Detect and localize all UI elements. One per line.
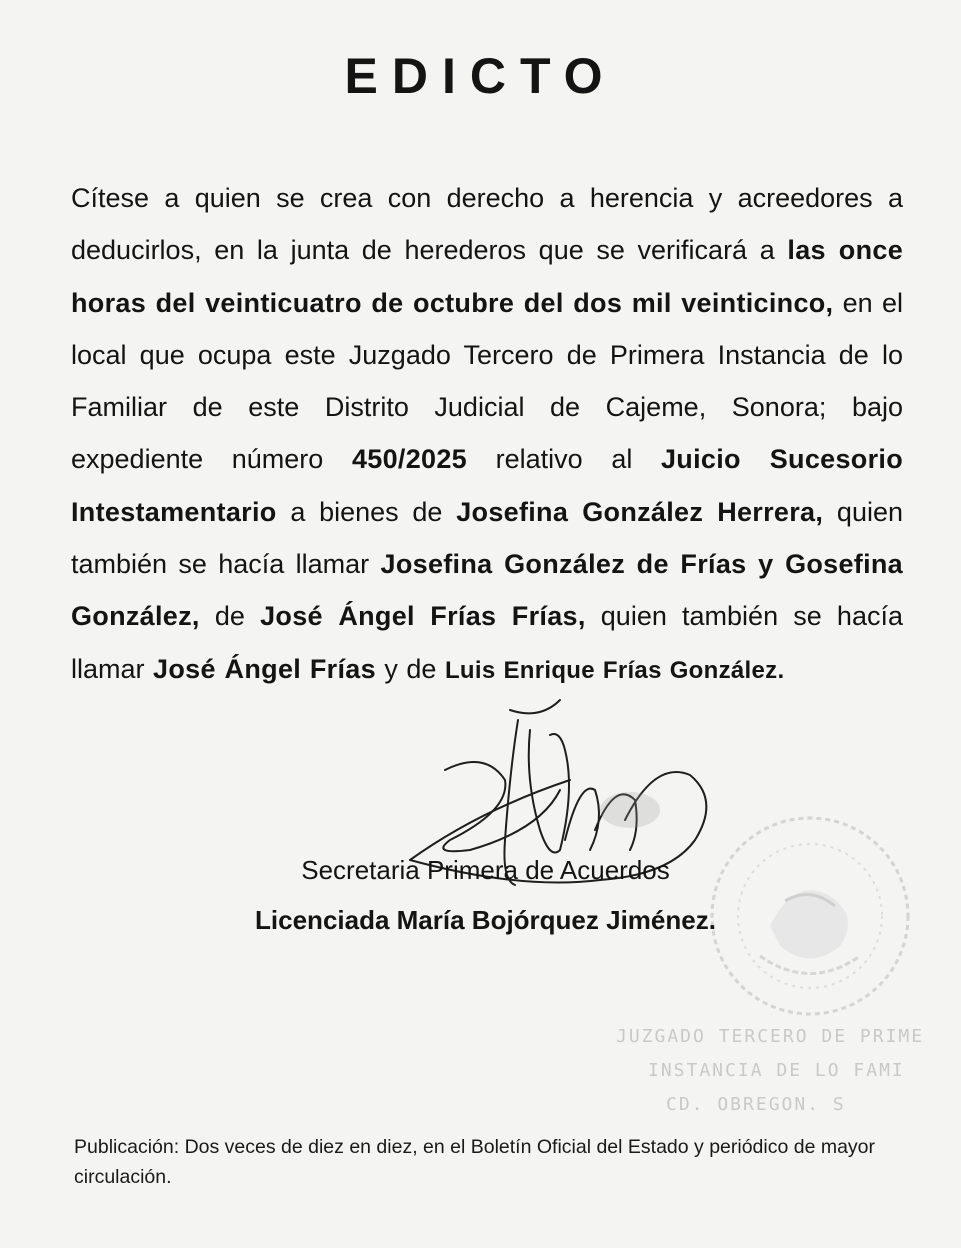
stamp-line-3: CD. OBREGON. S <box>666 1094 846 1115</box>
deceased-alias-2: José Ángel Frías <box>153 653 376 684</box>
body-text-5: quien también se hacía llamar <box>71 496 903 580</box>
body-text-1: Cítese a quien se crea con derecho a herencia y acreedores a deducirlos, en la junta de herederos que se verificará a <box>71 183 903 266</box>
signer-name: Licenciada María Bojórquez Jiménez. <box>255 905 716 935</box>
document-title: EDICTO <box>344 48 617 104</box>
stamp-line-1: JUZGADO TERCERO DE PRIME <box>616 1026 925 1047</box>
publication-note: Publicación: Dos veces de diez en diez, en el Boletín Oficial del Estado y periódico de mayor circulación. <box>74 1136 876 1188</box>
edict-body <box>71 172 903 697</box>
deceased-name-2: José Ángel Frías Frías, <box>260 601 586 632</box>
signer-role: Secretaria Primera de Acuerdos <box>301 855 670 885</box>
body-text-7: quien también se hacía llamar <box>71 601 903 684</box>
deceased-name-1: Josefina González Herrera, <box>456 496 824 527</box>
body-text-2: en el local que ocupa este Juzgado Tercero de Primera Instancia de lo Familiar de este Distrito Judicial de Cajeme, Sonora; bajo expediente número <box>71 287 903 475</box>
court-stamp <box>610 1020 961 1122</box>
stamp-line-2: INSTANCIA DE LO FAMI <box>648 1060 905 1081</box>
body-text-4: a bienes de <box>276 496 457 527</box>
body-text-6: de <box>199 601 261 632</box>
case-type: Juicio Sucesorio Intestamentario <box>71 444 903 527</box>
body-text-8: y de <box>375 653 445 684</box>
case-number: 450/2025 <box>351 444 467 475</box>
deceased-name-3: Luis Enrique Frías González. <box>444 656 785 684</box>
hearing-datetime: las once horas del veinticuatro de octubre del dos mil veinticinco, <box>71 235 904 318</box>
deceased-alias-1: Josefina González de Frías y Gosefina González, <box>71 549 903 632</box>
body-text-3: relativo al <box>466 444 661 475</box>
